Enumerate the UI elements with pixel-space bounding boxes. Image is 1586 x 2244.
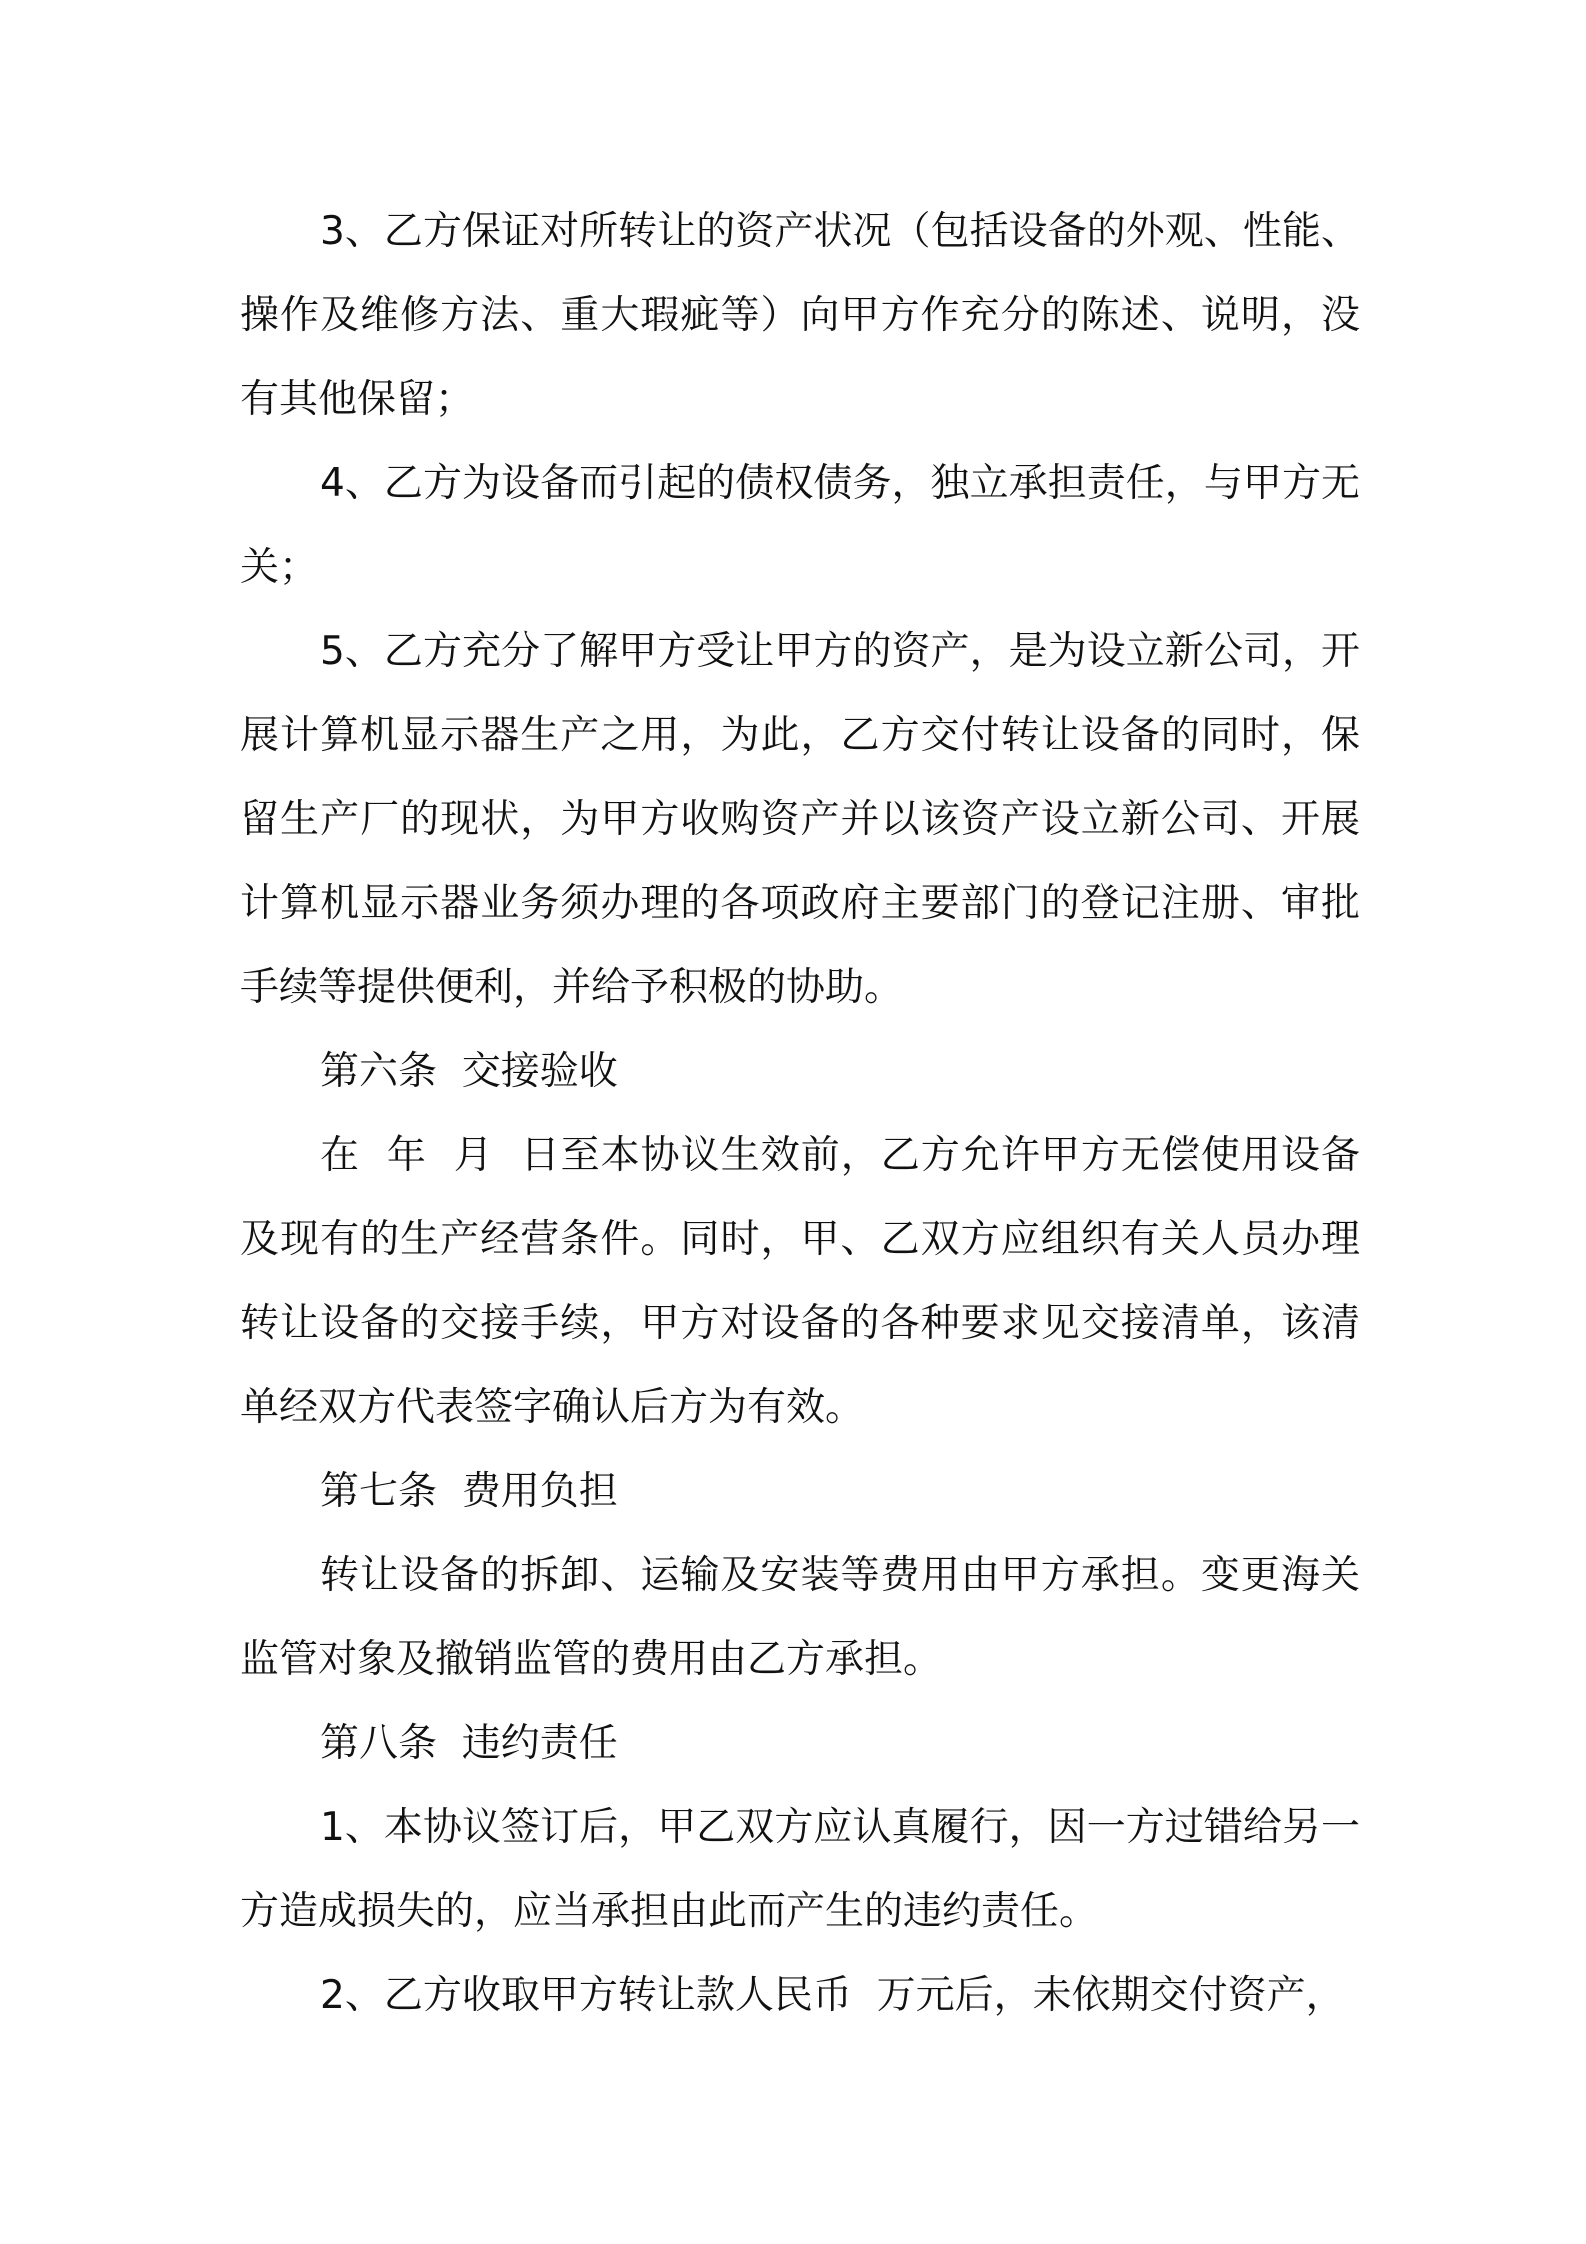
clause-5: 5、乙方充分了解甲方受让甲方的资产，是为设立新公司，开展计算机显示器生产之用，为此，乙方交付转让设备的同时，保留生产厂的现状，为甲方收购资产并以该资产设立新公司、开展计算机显示器业务须办理的各项政府主要部门的登记注册、审批手续等提供便利，并给予积极的协助。 [240, 629, 1360, 1010]
article-8-item-2: 2、乙方收取甲方转让款人民币 万元后，未依期交付资产， [320, 1973, 1345, 2018]
article-8-heading: 第八条 违约责任 [320, 1721, 618, 1766]
document-page [240, 190, 1360, 2038]
article-8-item-1: 1、本协议签订后，甲乙双方应认真履行，因一方过错给另一方造成损失的，应当承担由此而产生的违约责任。 [240, 1805, 1360, 1934]
clause-3: 3、乙方保证对所转让的资产状况（包括设备的外观、性能、操作及维修方法、重大瑕疵等）向甲方作充分的陈述、说明，没有其他保留； [240, 209, 1360, 422]
article-6-heading: 第六条 交接验收 [320, 1049, 618, 1094]
article-6-body: 在 年 月 日至本协议生效前，乙方允许甲方无偿使用设备及现有的生产经营条件。同时，甲、乙双方应组织有关人员办理转让设备的交接手续，甲方对设备的各种要求见交接清单，该清单经双方代表签字确认后方为有效。 [240, 1133, 1360, 1430]
clause-4: 4、乙方为设备而引起的债权债务，独立承担责任，与甲方无关； [240, 461, 1360, 590]
article-7-body: 转让设备的拆卸、运输及安装等费用由甲方承担。变更海关监管对象及撤销监管的费用由乙方承担。 [240, 1553, 1360, 1682]
article-7-heading: 第七条 费用负担 [320, 1469, 618, 1514]
